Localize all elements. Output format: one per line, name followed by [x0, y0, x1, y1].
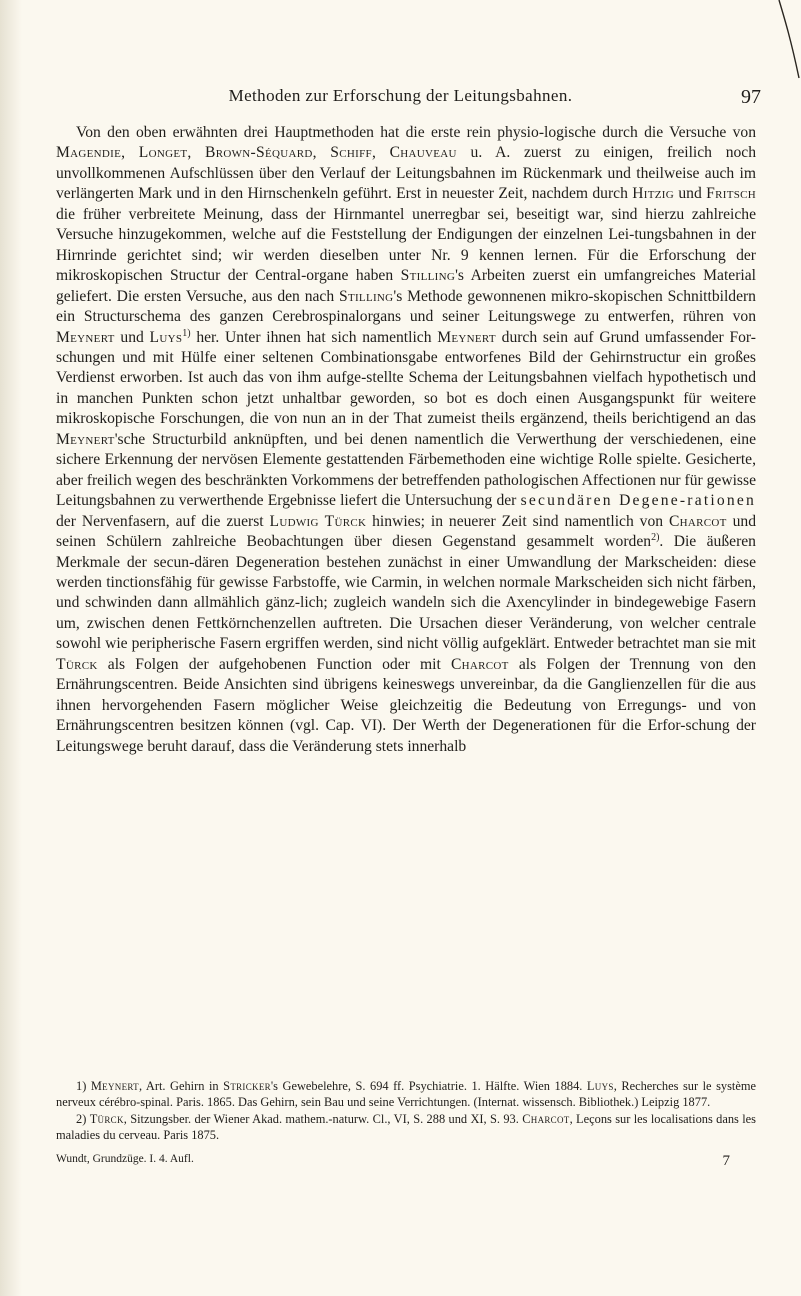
- author-name: Charcot: [522, 1111, 570, 1126]
- author-name: Stilling: [338, 287, 394, 305]
- footnotes: [56, 1078, 756, 1144]
- author-name: Meynert: [56, 430, 115, 448]
- author-name: Stilling: [400, 267, 456, 285]
- author-name: Schiff: [330, 144, 372, 162]
- footnote-1: 1) Meynert, Art. Gehirn in Stricker's Gewebelehre, S. 694 ff. Psychiatrie. 1. Hälfte. Wien 1884. Luys, Recherches sur le système nerveux cérébro-spinal. Paris. 1865. Das Gehirn, sein Bau und seine Verrichtungen. (Internat. wissensch. Bibliothek.) Leipzig 1877.: [56, 1079, 757, 1110]
- author-name: Ludwig Türck: [269, 512, 367, 530]
- running-title: Methoden zur Erforschung der Leitungsbahnen.: [228, 86, 573, 105]
- page-number: 97: [741, 86, 761, 108]
- author-name: Meynert: [437, 328, 496, 346]
- author-name: Hitzig: [632, 185, 675, 203]
- author-name: Longet: [138, 144, 188, 162]
- signature-line: [56, 1153, 756, 1171]
- author-name: Türck: [56, 655, 98, 673]
- footnote-2: 2) Türck, Sitzungsber. der Wiener Akad. mathem.-naturw. Cl., VI, S. 288 und XI, S. 93. Charcot, Leçons sur les localisations dans les maladies du cerveau. Paris 1875.: [56, 1111, 756, 1143]
- author-name: Magendie: [56, 144, 122, 162]
- author-name: Stricker: [223, 1079, 271, 1093]
- author-name: Charcot: [450, 655, 509, 673]
- page-edge-mark: [741, 0, 801, 80]
- signature-text: Wundt, Grundzüge. I. 4. Aufl.: [56, 1153, 194, 1165]
- emphasized-term: secundären Degene-rationen: [520, 492, 756, 510]
- author-name: Charcot: [668, 512, 727, 530]
- author-name: Meynert: [56, 328, 115, 346]
- footnote-ref: 1): [182, 327, 191, 339]
- author-name: Luys: [586, 1079, 614, 1093]
- footnote-ref: 2): [651, 531, 660, 543]
- author-name: Türck: [89, 1111, 124, 1126]
- author-name: Fritsch: [706, 185, 757, 203]
- paragraph: Von den oben erwähnten drei Hauptmethoden hat die erste rein physio-logische durch die Versuche von Magendie, Longet, Brown-Séquard, Schiff, Chauveau u. A. zuerst zu einigen, freilich noch unvollkommenen Aufschlüssen über den Verlauf der Leitungsbahnen im Rückenmark und theilweise auch im verlängerten Mark und in den Hirnschenkeln geführt. Erst in neuester Zeit, nachdem durch Hitzig und Fritsch die früher verbreitete Meinung, dass der Hirnmantel unerregbar sei, beseitigt war, sind hierzu zahlreiche Versuche hinzugekommen, welche auf die Feststellung der Endigungen der einzelnen Lei-tungsbahnen in der Hirnrinde gerichtet sind; wir werden dieselben unter Nr. 9 kennen lernen. Für die Erforschung der mikroskopischen Structur der Central-organe haben Stilling's Arbeiten zuerst ein umfangreiches Material geliefert. Die ersten Versuche, aus den nach Stilling's Methode gewonnenen mikro-skopischen Schnittbildern ein Structurschema des ganzen Cerebrospinalorgans und seiner Leitungswege zu entwerfen, rühren von Meynert und Luys$^{1)}$ her. Unter ihnen hat sich namentlich Meynert durch sein auf Grund umfassender For-schungen und mit Hülfe einer seltenen Combinationsgabe entworfenes Bild der Gehirnstructur ein großes Verdienst erworben. Ist auch das von ihm aufge-stellte Schema der Leitungsbahnen vielfach hypothetisch und in manchen Punkten schon jetzt unhaltbar geworden, so bot es doch einen Ausgangspunkt für weitere mikroskopische Forschungen, die von nun an in der That zumeist theils ergänzend, theils berichtigend an das Meynert'sche Structurbild anknüpften, und bei denen namentlich die Verwerthung der verschiedenen, eine sichere Erkennung der nervösen Elemente gestattenden Färbemethoden eine wichtige Rolle spielte. Gesicherte, aber freilich wegen des beschränkten Vorkommens der betreffenden pathologischen Affectionen nur für gewisse Leitungsbahnen zu verwerthende Ergebnisse liefert die Untersuchung der secundären Degene-rationen der Nervenfasern, auf die zuerst Ludwig Türck hinwies; in neuerer Zeit sind namentlich von Charcot und seinen Schülern zahlreiche Beobachtungen über diesen Gegenstand gesammelt worden$^{2)}$. Die äußeren Merkmale der secun-dären Degeneration bestehen zunächst in einer Umwandlung der Markscheiden: diese werden tinctionsfähig für gewisse Farbstoffe, wie Carmin, in welchen normale Markscheiden sich nicht färben, und schwinden dann allmählich gänz-lich; zugleich wandeln sich die Axencylinder in bindegewebige Fasern um, zwischen denen Fettkörnchenzellen auftreten. Die Ursachen dieser Veränderung, von welcher centrale sowohl wie peripherische Fasern ergriffen werden, sind nicht völlig aufgeklärt. Entweder betrachtet man sie mit Türck als Folgen der aufgehobenen Function oder mit Charcot als Folgen der Trennung von den Ernährungscentren. Beide Ansichten sind übrigens keineswegs unvereinbar, da die Ganglienzellen für die aus ihnen hervorgehenden Fasern möglicher Weise gleichzeitig die Bedeutung von Erregungs- und von Ernährungscentren besitzen können (vgl. Cap. VI). Der Werth der Degenerationen für die Erfor-schung der Leitungswege beruht darauf, dass die Veränderung stets innerhalb: [56, 124, 757, 755]
- author-name: Meynert: [90, 1079, 139, 1093]
- body-text: [56, 123, 756, 757]
- author-name: Chauveau: [389, 144, 457, 162]
- signature-number: 7: [722, 1153, 730, 1169]
- author-name: Luys: [149, 328, 183, 346]
- running-header: [40, 86, 761, 112]
- author-name: Brown-Séquard: [205, 144, 313, 162]
